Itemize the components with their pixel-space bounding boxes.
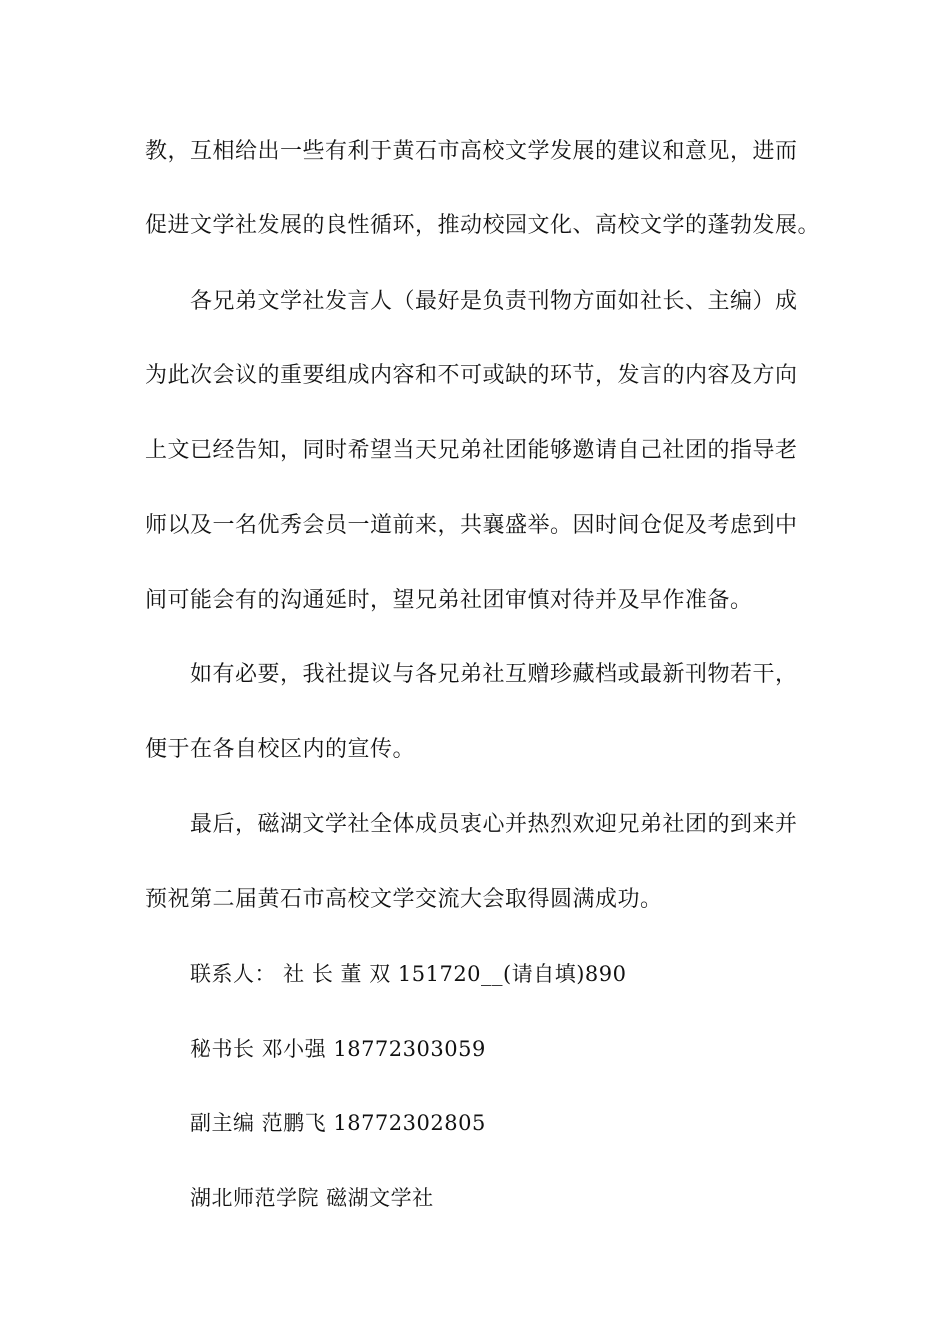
paragraph-line: 上文已经告知，同时希望当天兄弟社团能够邀请自己社团的指导老 bbox=[145, 438, 798, 463]
paragraph-line: 间可能会有的沟通延时，望兄弟社团审慎对待并及早作准备。 bbox=[145, 588, 753, 613]
paragraph-line: 最后，磁湖文学社全体成员衷心并热烈欢迎兄弟社团的到来并 bbox=[190, 812, 798, 837]
paragraph-line: 为此次会议的重要组成内容和不可或缺的环节，发言的内容及方向 bbox=[145, 363, 798, 388]
contact-line: 秘书长 邓小强 18772303059 bbox=[190, 1037, 486, 1061]
contact-line: 联系人： 社 长 董 双 151720__(请自填)890 bbox=[190, 962, 627, 986]
paragraph-line: 预祝第二届黄石市高校文学交流大会取得圆满成功。 bbox=[145, 887, 663, 912]
signature-line: 湖北师范学院 磁湖文学社 bbox=[190, 1186, 434, 1210]
paragraph-line: 各兄弟文学社发言人（最好是负责刊物方面如社长、主编）成 bbox=[190, 289, 798, 314]
paragraph-line: 师以及一名优秀会员一道前来，共襄盛举。因时间仓促及考虑到中 bbox=[145, 513, 798, 538]
paragraph-line: 促进文学社发展的良性循环，推动校园文化、高校文学的蓬勃发展。 bbox=[145, 213, 821, 238]
paragraph-line: 便于在各自校区内的宣传。 bbox=[145, 737, 416, 762]
contact-line: 副主编 范鹏飞 18772302805 bbox=[190, 1111, 486, 1135]
paragraph-line: 如有必要，我社提议与各兄弟社互赠珍藏档或最新刊物若干， bbox=[190, 662, 798, 687]
paragraph-line: 教，互相给出一些有利于黄石市高校文学发展的建议和意见，进而 bbox=[145, 139, 798, 164]
